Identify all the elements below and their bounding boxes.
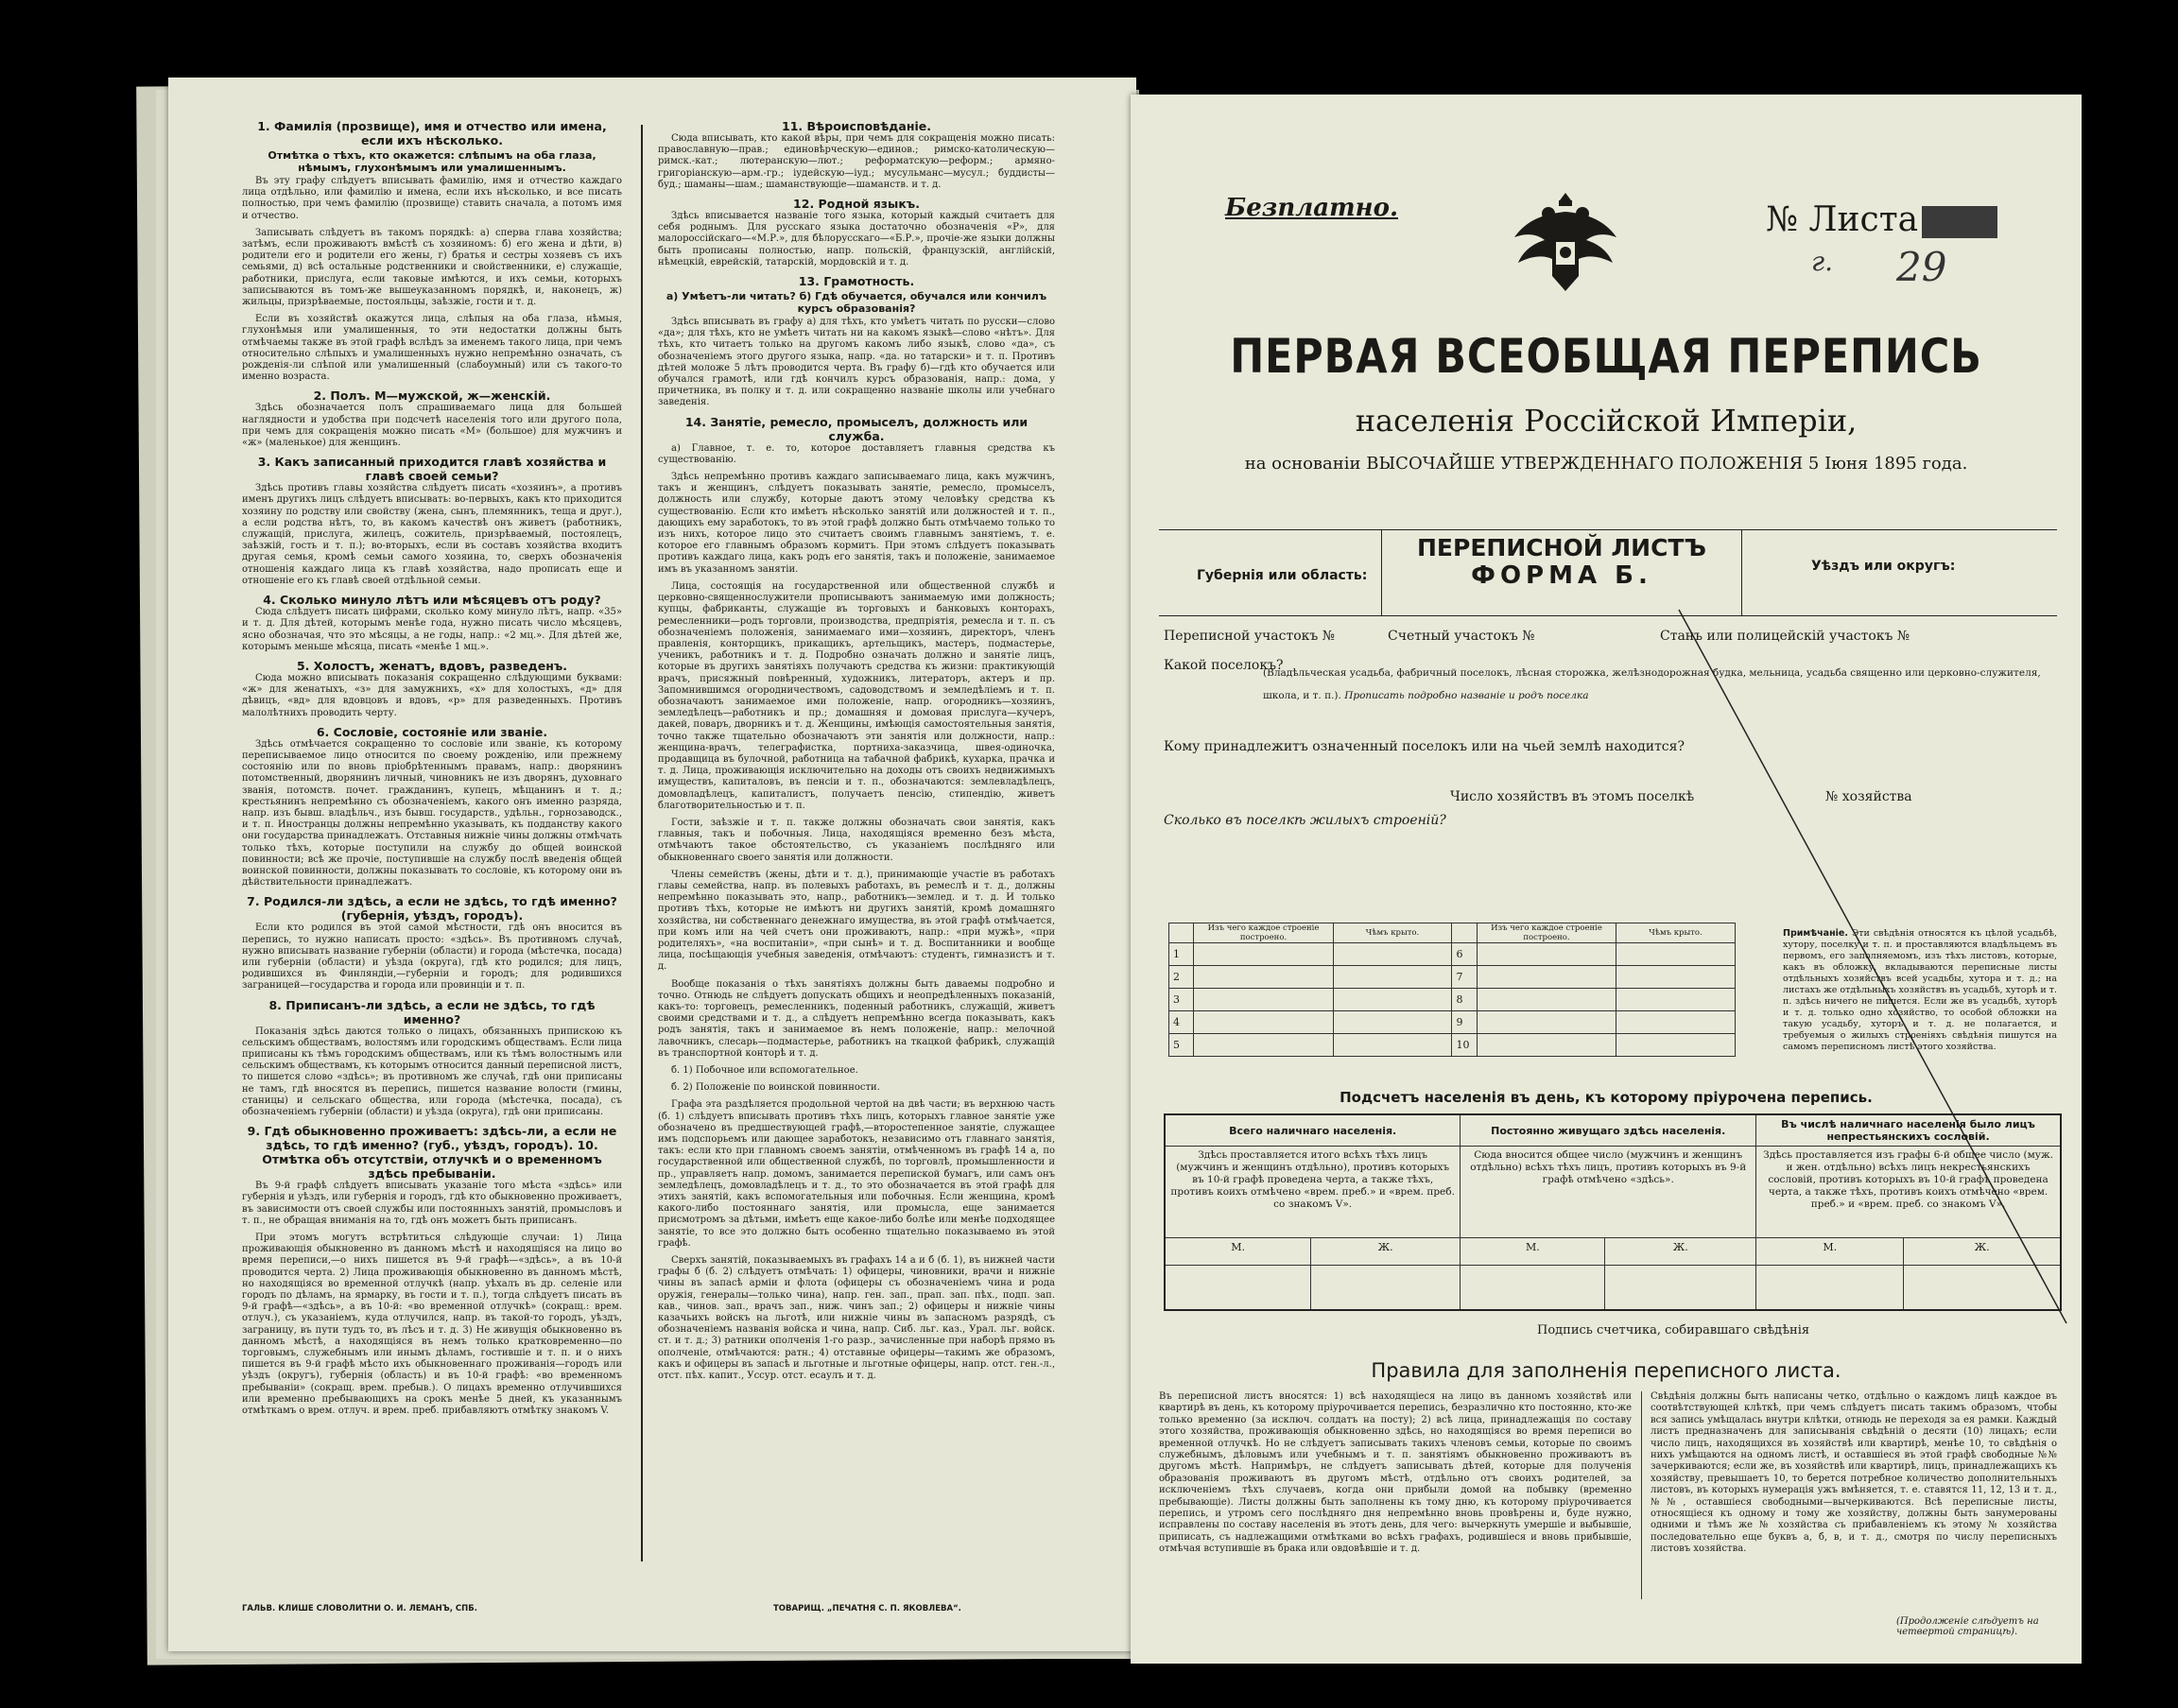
section-heading: 1. Фамилія (прозвище), имя и отчество или имена, если ихъ нѣсколько.	[257, 119, 607, 147]
section-paragraph: Здѣсь противъ главы хозяйства слѣдуетъ писать «хозяинъ», а противъ именъ другихъ лицъ слѣдуетъ вписывать: во-первыхъ, какъ кто приходится хозяину по родству или свойству (жена, сынъ, племянникъ, теща и друг.), а если родства нѣтъ, то, въ какомъ качествѣ онъ живетъ (работникъ, служащій, прислуга, жилецъ, сожитель, призрѣваемый, постоялецъ, заѣзжій, гость и т. п.); во-вторыхъ, если въ составъ хозяйства входитъ другая семья, кромѣ семьи самого хозяина, то, сверхъ обозначенія отношенія каждаго лица къ главѣ хозяйства, надо прописать еще и отношеніе его къ главѣ своей отдѣльной семьи.	[242, 483, 622, 586]
section-paragraph: Сверхъ занятій, показываемыхъ въ графахъ 14 а и б (б. 1), въ нижней части графы б (б. 2) слѣдуетъ отмѣчать: 1) офицеры, чиновники, врачи и нижніе чины въ запасѣ арміи и флота (офицеры съ обозначеніемъ чина и рода оружія, генералы—только чина), напр. ген. зап., прап. зап. пѣх., подп. зап. кав., чинов. зап., врачъ зап., ниж. чинъ зап.; 2) офицеры и нижніе чины казачьихъ войскъ на льготѣ, или нижніе чины въ запасномъ разрядѣ, съ обозначеніемъ названія войска и чина, напр. Сиб. льг. каз., Урал. льг. войск. ст. и т. д.; 3) ратники ополченія 1-го разр., зачисленные при наборѣ прямо въ ополченіе, отмѣчаются: ратн.; 4) отставные офицеры—такимъ же образомъ, какъ и офицеры въ запасѣ и льготные и льготные офицеры, напр. отст. ген.-л., отст. пѣх. капит., Уссур. отст. есаулъ и т. д.	[658, 1255, 1055, 1382]
stan-field: Станъ или полицейскій участокъ №	[1660, 629, 1910, 644]
row-number: 7	[1452, 966, 1477, 989]
handwritten-sheet-number: 29	[1896, 244, 1947, 290]
rules-title: Правила для заполненія переписного листа.	[1371, 1359, 1841, 1382]
continued-note: (Продолженіе слѣдуетъ на четвертой страницѣ).	[1896, 1616, 2039, 1637]
census-form-page	[1131, 95, 2082, 1664]
section-paragraph: Лица, состоящія на государственной или общественной службѣ и церковно-священнослужители прописываютъ занимаемую ими должность; купцы, фабриканты, служащіе въ торговыхъ и банковыхъ конторахъ, ремесленники—родъ торговли, производства, предпріятія, ремесла и т. п. съ обозначеніемъ положенія, занимаемаго ими—хозяинъ, директоръ, членъ правленія, конторщикъ, прикащикъ, артельщикъ, мастеръ, подмастерье, ученикъ, работникъ и т. д. Подробно означать должно и занятіе лицъ, которые въ другихъ занятіяхъ получаютъ средства къ жизни: практикующій врачъ, присяжный повѣренный, художникъ, литераторъ, актеръ и пр. Запомнившимся огородничествомъ, садоводствомъ и земледѣліемъ и т. п. обозначаютъ занимаемое ими положеніе, напр. огородникъ—хозяинъ, земледѣлецъ—работникъ и пр.; домашняя и домовая прислуга—кучеръ, дакей, поваръ, дворникъ и т. д. Женщины, имѣющія самостоятельныя занятія, точно также тщательно обозначаютъ эти занятія или должности, напр.: женщина-врачъ, телеграфистка, портниха-заказчица, швея-одиночка, продавщица въ булочной, работница на табачной фабрикѣ, кухарка, прачка и т. д. Лица, проживающія исключительно на доходы отъ своихъ недвижимыхъ имуществъ, капиталовъ, въ пенсіи и т. п., обозначаются: землевладѣлецъ, домовладѣлецъ, капиталистъ, получаетъ пенсію, стипендію, живетъ благотворительностью и т. п.	[658, 580, 1055, 811]
section-heading: 11. Вѣроисповѣданіе.	[782, 119, 931, 133]
section-heading: 5. Холостъ, женатъ, вдовъ, разведенъ.	[296, 658, 568, 673]
section-paragraph: Вообще показанія о тѣхъ занятіяхъ должны быть даваемы подробно и точно. Отнюдь не слѣдуетъ допускать общихъ и неопредѣленныхъ показаній, какъ-то: торговецъ, ремесленникъ, поденный работникъ, служащій, живетъ своими средствами и т. д., а слѣдуетъ непремѣнно всегда показывать, какъ родъ занятія, такъ и занимаемое въ немъ положеніе, напр.: мелочной лавочникъ, слесарь—подмастерье, работникъ на ткацкой фабрикѣ, служащій въ транспортной конторѣ и т. д.	[658, 978, 1055, 1059]
guberniya-field: Губернія или область:	[1197, 568, 1368, 583]
row-number: 1	[1169, 943, 1194, 966]
ct-head-nonpeasant: Въ числѣ наличнаго населенія было лицъ непрестьянскихъ сословій.	[1756, 1114, 2061, 1147]
sheet-number-label: № Листа	[1766, 200, 1919, 239]
section-paragraph: Сюда можно вписывать показанія сокращенно слѣдующими буквами: «ж» для женатыхъ, «з» для замужнихъ, «х» для холостыхъ, «д» для дѣвицъ, «вд» для вдовцовъ и вдовъ, «р» для разведенныхъ. Противъ малолѣтнихъ проводить черту.	[242, 672, 622, 718]
printer-credit-left: ГАЛЬВ. КЛИШЕ СЛОВОЛИТНИ О. И. ЛЕМАНЪ, СПБ.	[242, 1604, 477, 1613]
column-divider	[641, 125, 643, 1561]
row-number: 4	[1169, 1011, 1194, 1034]
section-paragraph: Члены семействъ (жены, дѣти и т. д.), принимающіе участіе въ работахъ главы семейства, напр. въ полевыхъ работахъ, въ ремеслѣ и т. д., должны непремѣнно показывать это, напр., работникъ—землед. и т. д. И только противъ тѣхъ, которые не имѣютъ ни другихъ занятій, кромѣ домашняго хозяйства, ни собственнаго денежнаго имущества, въ этой графѣ отмѣчается, при комъ или на чей счетъ они проживаютъ, напр.: «при мужѣ», «при родителяхъ», «на воспитаніи», «при сынѣ» и т. д. Воспитанники и вообще лица, посѣщающія учебныя заведенія, отмѣчаютъ: студентъ, гимназистъ и т. д.	[658, 869, 1055, 973]
bt-col-material: Изъ чего каждое строеніе построено.	[1477, 923, 1616, 943]
section-paragraph: Гости, заѣзжіе и т. п. также должны обозначать свои занятія, какъ главныя, такъ и побочныя. Лица, находящіяся временно безъ мѣста, отмѣчаютъ такое обстоятельство, съ указаніемъ послѣдняго или обыкновеннаго своего занятія или должности.	[658, 817, 1055, 863]
form-title: ПЕРЕПИСНОЙ ЛИСТЪ	[1417, 534, 1706, 561]
household-number-field: № хозяйства	[1825, 789, 1912, 804]
households-field: Число хозяйствъ въ этомъ поселкѣ	[1450, 789, 1695, 804]
row-number: 6	[1452, 943, 1477, 966]
instructions-page	[168, 78, 1136, 1651]
ct-desc-resident: Сюда вносится общее число (мужчинъ и женщинъ отдѣльно) всѣхъ тѣхъ лицъ, противъ которыхъ въ 9-й графѣ отмѣчено «здѣсь».	[1461, 1147, 1756, 1238]
instructions-column-left	[242, 119, 622, 1423]
ct-male: М.	[1165, 1238, 1311, 1266]
handwritten-letter: г.	[1811, 246, 1834, 277]
bt-col-roof: Чѣмъ крыто.	[1333, 923, 1452, 943]
rules-text-right: Свѣдѣнія должны быть написаны четко, отдѣльно о каждомъ лицѣ каждое въ соотвѣтствующей клѣткѣ, при чемъ слѣдуетъ писать такимъ образомъ, чтобы вся запись умѣщалась внутри клѣтки, отнюдь не переходя за ея рамки. Каждый листъ предназначенъ для записыванія свѣдѣній о десяти (10) лицахъ; если число лицъ, находящихся въ хозяйствѣ или квартирѣ, менѣе 10, то свѣдѣнія о нихъ умѣщаются на одномъ листѣ, и оставшіеся въ этой графѣ свободные №№ зачеркиваются; если же, въ хозяйствѣ или квартирѣ, лицъ, принадлежащихъ къ хозяйству, превышаетъ 10, то берется потребное количество дополнительныхъ листовъ, въ которыхъ нумерація ужъ вмѣняется, т. е. ставятся 11, 12, 13 и т. д., №№, оставшіеся свободными—вычеркиваются. Всѣ переписные листы, относящіеся къ одному и тому же хозяйству, должны быть занумерованы одними и тѣмъ же № хозяйства съ прибавленіемъ къ этому № хозяйства последовательно еще буквъ а, б, в, и т. д., смотря по числу переписныхъ листовъ хозяйства.	[1651, 1391, 2057, 1555]
form-type: ФОРМА Б.	[1471, 561, 1652, 590]
rules-text-left: Въ переписной листъ вносятся: 1) всѣ находящіеся на лицо въ данномъ хозяйствѣ или квартирѣ въ день, къ которому пріурочивается перепись, безразлично кто постоянно, кто-же только временно (за исключ. солдатъ на посту); 2) всѣ лица, принадлежащія по составу этого хозяйства, проживающія обыкновенно здѣсь, но находящіяся во время переписи во временной отлучкѣ. Но не слѣдуетъ записывать такихъ членовъ семьи, которые по своимъ служебнымъ, дѣловымъ или учебнымъ и т. п. занятіямъ обыкновенно проживаютъ въ другомъ мѣстѣ. Напримѣръ, не слѣдуетъ записывать дѣтей, которые для полученія образованія проживаютъ въ другомъ мѣстѣ, отдѣльно отъ своихъ родителей, за исключеніемъ тѣхъ случаевъ, когда они прибыли домой на побывку (временно пребывающіе). Листы должны быть заполнены къ тому дню, къ которому пріурочивается перепись, и утромъ сего послѣдняго дня непремѣнно вновь провѣрены и, буде нужно, исправлены по составу населенія въ этотъ день, для чего: вычеркнуть умершіе и выбывшіе, приписать, съ надлежащими отмѣтками во всѣхъ графахъ, родившіеся и вновь прибывшіе, отмѣчая вступившіе въ брака или овдовѣвшіе и т. д.	[1159, 1391, 1632, 1555]
ct-female: Ж.	[1904, 1238, 2061, 1266]
section-paragraph: Здѣсь вписывается названіе того языка, который каждый считаетъ для себя роднымъ. Для русскаго языка достаточно обозначенія «Р», для малороссійскаго—«М.Р.», для бѣлорусскаго—«Б.Р.», прочіе-же языки должны быть прописаны полностью, напр. польскій, французскій, англійскій, нѣмецкій, еврейскій, татарскій, мордовскій и т. д.	[658, 211, 1055, 267]
section-paragraph: Записывать слѣдуетъ въ такомъ порядкѣ: а) сперва глава хозяйства; затѣмъ, если проживаютъ вмѣстѣ съ хозяиномъ: б) его жена и дѣти, в) родители его и родители его жены, г) братья и сестры хозяевъ съ ихъ семьями, д) всѣ остальные родственники и свойственники, е) служащіе, работники, прислуга, если таковые имѣются, и ихъ семьи, которыхъ записываются въ томъ-же вышеуказанномъ порядкѣ, и, наконецъ, ж) жильцы, призрѣваемые, постояльцы, заѣзжіе, гости и т. д.	[242, 227, 622, 308]
enumerator-signature: Подпись счетчика, собиравшаго свѣдѣнія	[1537, 1323, 1810, 1337]
section-heading: 6. Сословіе, состояніе или званіе.	[316, 724, 548, 739]
uezd-field: Уѣздъ или округъ:	[1811, 559, 1956, 574]
section-paragraph: Если кто родился въ этой самой мѣстности, гдѣ онъ вносится въ перепись, то нужно написать просто: «здѣсь». Въ противномъ случаѣ, нужно вписывать название губерніи (области) и города (мѣстечка, посада) или губерніи (области) и уѣзда (округа), гдѣ кто родился; для лицъ, родившихся въ Финляндіи,—губерніи и городъ; для родившихся заграницей—государства и города или провинціи и т. п.	[242, 923, 622, 992]
section-heading: 12. Родной языкъ.	[793, 197, 920, 212]
row-number: 8	[1452, 989, 1477, 1011]
section-paragraph: Если въ хозяйствѣ окажутся лица, слѣпыя на оба глаза, нѣмыя, глухонѣмыя или умалишенныя, то эти недостатки должны быть отмѣчаемы также въ этой графѣ вслѣдъ за именемъ такого лица, при чемъ относительно слѣпыхъ и умалишенныхъ нужно непремѣнно означать, съ рожденія-ли слѣпой или умалишенный (слабоумный) или съ такого-то именно возраста.	[242, 314, 622, 383]
page-subtitle: населенія Россійской Имперіи,	[1355, 403, 1858, 439]
bt-col-material: Изъ чего каждое строеніе построено.	[1194, 923, 1333, 943]
row-number: 5	[1169, 1034, 1194, 1057]
row-number: 9	[1452, 1011, 1477, 1034]
ct-male: М.	[1756, 1238, 1904, 1266]
free-of-charge-label: Безплатно.	[1225, 194, 1398, 222]
section-paragraph: Сюда вписывать, кто какой вѣры, при чемъ для сокращенія можно писать: православную—прав.; единовѣрческую—единов.; римско-католическую—римск.-кат.; лютеранскую—лют.; реформатскую—реформ.; армяно-григоріанскую—арм.-гр.; іудейскую—іуд.; мусульманс—мусул.; буддисты—буд.; шаманы—шам.; шаманствующіе—шаманств. и т. д.	[658, 133, 1055, 190]
ct-female: Ж.	[1311, 1238, 1461, 1266]
section-paragraph: Графа эта раздѣляется продольной чертой на двѣ части; въ верхнюю часть (б. 1) слѣдуетъ вписывать противъ тѣхъ лицъ, которыхъ главное занятіе уже обозначено въ предшествующей графѣ,—второстепенное занятіе, служащее имъ подспорьемъ или дающее заработокъ, независимо отъ главнаго занятія, такъ: если кто при главномъ своемъ занятіи, отмѣченномъ въ графѣ 14 а, по государственной или общественной службѣ, по торговлѣ, промышленности и пр., управляетъ напр. домомъ, занимается перепиской бумагъ, или самъ онъ земледѣлецъ, домовладѣлецъ и т. д., то это обозначается въ этой графѣ для этихъ занятій, какъ вспомогательныя или побочныя. Если женщина, кромѣ какого-либо постояннаго занятія, или промысла, еще занимается присмотромъ за дѣтьми, имѣетъ еще какое-либо болѣе или менѣе подходящее занятіе, то все это должно быть особенно тщательно показываемо въ этой графѣ.	[658, 1099, 1055, 1249]
instructions-column-right	[658, 119, 1055, 1388]
row-number: 2	[1169, 966, 1194, 989]
ct-head-present: Всего наличнаго населенія.	[1165, 1114, 1461, 1147]
note-text: Эти свѣдѣнія относятся къ цѣлой усадьбѣ, хутору, поселку и т. п. и проставляются владѣльцемъ въ первомъ, его заполняемомъ, изъ тѣхъ листовъ, которые, какъ въ обложку, вкладываются переписные листы отдѣльныхъ хозяйствъ всей усадьбы, хутора и т. д.; на листахъ же отдѣльныхъ хозяйствъ въ усадьбѣ, хуторѣ и т. п. здѣсь ничего не пишется. Если же въ усадьбѣ, хуторѣ и т. д. только одно хозяйство, то особой обложки на такую усадьбу, хуторъ и т. д. не полагается, и требуемыя о жилыхъ строеніяхъ свѣдѣнія пишутся на самомъ переписномъ листѣ этого хозяйства.	[1783, 928, 2057, 1052]
ct-head-resident: Постоянно живущаго здѣсь населенія.	[1461, 1114, 1756, 1147]
section-paragraph: Здѣсь вписывать въ графу а) для тѣхъ, кто умѣетъ читать по русски—слово «да»; для тѣхъ, кто не умѣетъ читать ни на какомъ языкѣ—слово «нѣтъ». Для тѣхъ, кто читаетъ только на другомъ какомъ либо языкѣ, слово «да», съ обозначеніемъ этого другого языка, напр. «да. но татарски» и т. п. Противъ дѣтей моложе 5 лѣтъ проводится черта. Въ графу б)—гдѣ кто обучается или обучался грамотѣ, или гдѣ кончилъ курсъ образованія, напр.: дома, у причетника, въ полку и т. д. или сокращенно названіе школы или учебнаго заведенія.	[658, 317, 1055, 408]
settlement-hint-text: (Владѣльческая усадьба, фабричный поселокъ, лѣсная сторожка, желѣзнодорожная будка, мельница, усадьба священно или церковно-служителя, школа, и т. п.).	[1263, 667, 2041, 701]
section-paragraph: Въ эту графу слѣдуетъ вписывать фамилію, имя и отчество каждаго лица отдѣльно, или фамилію и имена, если ихъ нѣсколько, и все писать полностью, при чемъ фамилію (прозвище) ставить сначала, а потомъ имя и отчество.	[242, 176, 622, 221]
row-number: 10	[1452, 1034, 1477, 1057]
section-heading: 7. Родился-ли здѣсь, а если не здѣсь, то гдѣ именно? (губернія, уѣздъ, городъ).	[247, 894, 617, 923]
population-count-title: Подсчетъ населенія въ день, къ которому пріурочена перепись.	[1340, 1089, 1873, 1106]
section-heading: 14. Занятіе, ремесло, промыселъ, должность или служба.	[684, 414, 1028, 443]
counting-district-field: Счетный участокъ №	[1388, 629, 1535, 644]
section-paragraph: Здѣсь отмѣчается сокращенно то сословіе или званіе, къ которому переписываемое лицо относится по своему рожденію, или прежнему состоянію или по вновь пріобрѣтеннымъ правамъ, напр.: дворянинъ потомственный, дворянинъ личный, чиновникъ не изъ дворянъ, духовнаго званія, потомств. почет. гражданинъ, купецъ, мѣщанинъ и т. д.; крестьянинъ непремѣнно съ обозначеніемъ, какого онъ именно разряда, напр. изъ бывш. владѣльч., изъ бывш. государств., удѣльн., горнозаводск., и т. п. Иностранцы должны непремѣнно указывать, къ подданству какого они государства принадлежатъ. Отставныя нижніе чины должны отмѣчать только тѣхъ, которые поступили на службу до общей воинской повинности; всѣ же прочіе, поступившіе на службу послѣ введенія общей воинской повинности, должны показывать то сословіе, къ которому они въ дѣйствительности принадлежатъ.	[242, 738, 622, 889]
section-paragraph: При этомъ могутъ встрѣтиться слѣдующіе случаи: 1) Лица проживающія обыкновенно въ данномъ мѣстѣ и находящіяся на лицо во время переписи,—о нихъ пишется въ 9-й графѣ—«здѣсь», а въ 10-й проводится черта. 2) Лица проживающія обыкновенно въ данномъ мѣстѣ, но находящіяся во временной отлучкѣ (напр. уѣхалъ въ др. селеніе или городъ по дѣламъ, на ярмарку, въ гости и т. п.), тогда слѣдуетъ писать въ 9-й графѣ—«здѣсь», а въ 10-й: «во временной отлучкѣ» (сокращ.: врем. отлуч.), съ указаніемъ, куда отлучился, напр. въ такой-то городъ, уѣздъ, заграницу, въ пути тудъ то, въ лѣсъ и т. д. 3) Не живущія обыкновенно въ данномъ мѣстѣ, а находящіяся въ немъ только кратковременно—по торговымъ, служебнымъ или инымъ дѣламъ, гостившіе и т. п. и о нихъ пишется въ 9-й графѣ мѣсто ихъ обыкновеннаго проживанія—городъ или уѣздъ (округъ), губернія (область) и въ 10-й графѣ: «во временномъ пребываніи» (сокращ. врем. пребыв.). О лицахъ временно отлучившихся или временно пребывающихъ на срокъ менѣе 5 дней, къ указаннымъ отмѣткамъ о врем. отлуч. и врем. преб. прибавляютъ отмѣтку знакомъ V.	[242, 1233, 622, 1417]
settlement-question: Какой поселокъ?	[1164, 658, 1284, 673]
section-paragraph: Сюда слѣдуетъ писать цифрами, сколько кому минуло лѣтъ, напр. «35» и т. д. Для дѣтей, которымъ менѣе года, нужно писать число мѣсяцевъ, ясно обозначая, что это мѣсяцы, а не годы, напр.: «2 мц.». Для дѣтей же, которымъ меньше мѣсяца, писать «менѣе 1 мц.».	[242, 607, 622, 652]
section-paragraph: Здѣсь непремѣнно противъ каждаго записываемаго лица, какъ мужчинъ, такъ и женщинъ, слѣдуетъ показывать занятіе, ремесло, промыселъ, должность или службу, которые даютъ этому человѣку средства къ существованію. Если кто имѣетъ нѣсколько занятій или должностей и т. п., дающихъ ему заработокъ, то въ этой графѣ должно быть отмѣчаемо только то изъ нихъ, которое лицо это считаетъ своимъ главнымъ занятіемъ, т. е. которое его главнымъ образомъ кормитъ. При этомъ слѣдуетъ показывать противъ каждаго лица, какъ родъ его занятія, такъ и положеніе, занимаемое имъ въ указанномъ занятіи.	[658, 472, 1055, 575]
legal-basis: на основаніи ВЫСОЧАЙШЕ УТВЕРЖДЕННАГО ПОЛОЖЕНІЯ 5 Іюня 1895 года.	[1244, 454, 1968, 474]
cancel-diagonal-line	[1131, 95, 2082, 1664]
owner-question: Кому принадлежитъ означенный поселокъ или на чьей землѣ находится?	[1164, 739, 1685, 754]
page-title: ПЕРВАЯ ВСЕОБЩАЯ ПЕРЕПИСЬ	[1230, 329, 1982, 384]
buildings-question: Сколько въ поселкѣ жилыхъ строеній?	[1164, 813, 1446, 828]
section-heading: 13. Грамотность.	[798, 274, 915, 289]
ct-male: М.	[1461, 1238, 1605, 1266]
section-heading: 9. Гдѣ обыкновенно проживаетъ: здѣсь-ли, а если не здѣсь, то гдѣ именно? (губ., уѣздъ, городъ). 10. Отмѣтка объ отсутствіи, отлучкѣ и о временномъ здѣсь пребываніи.	[247, 1124, 617, 1182]
section-paragraph: Показанія здѣсь даются только о лицахъ, обязанныхъ припискою къ сельскимъ обществамъ, волостямъ или городскимъ обществамъ. Если лица приписаны къ тѣмъ городскимъ обществамъ, или къ тѣмъ волостнымъ или сельскимъ обществамъ, къ которымъ относится данный переписной листъ, то пишется слово «здѣсь»; въ противномъ же случаѣ, гдѣ они приписаны не тамъ, гдѣ вносятся въ перепись, пишется название волости (гмины, станицы) и сельскаго общества, или города (мѣстечка, посада), съ обозначеніемъ губерніи (области) и уѣзда (округа), гдѣ они приписаны.	[242, 1026, 622, 1117]
section-paragraph: Здѣсь обозначается полъ спрашиваемаго лица для большей наглядности и удобства при подсчетѣ населенія того или другого пола, при чемъ для сокращенія можно писать «М» (большое) для мужчинъ и «ж» (маленькое) для женщинъ.	[242, 403, 622, 449]
ct-desc-nonpeasant: Здѣсь проставляется изъ графы 6-й общее число (муж. и жен. отдѣльно) всѣхъ лицъ некрестьянскихъ сословій, противъ которыхъ въ 10-й графѣ проведена черта, а также тѣхъ, противъ коихъ отмѣчено «врем. преб.» и «врем. преб. со знакомъ V».	[1756, 1147, 2061, 1238]
row-number: 3	[1169, 989, 1194, 1011]
section-heading: 4. Сколько минуло лѣтъ или мѣсяцевъ отъ роду?	[263, 593, 601, 608]
section-subheading: а) Умѣетъ-ли читать? б) Гдѣ обучается, обучался или кончилъ курсъ образованія?	[666, 290, 1047, 316]
section-heading: 8. Приписанъ-ли здѣсь, а если не здѣсь, то гдѣ именно?	[268, 997, 596, 1027]
settlement-hint-italic: Прописать подробно названіе и родъ поселка	[1344, 690, 1589, 701]
ct-desc-present: Здѣсь проставляется итого всѣхъ тѣхъ лицъ (мужчинъ и женщинъ отдѣльно), противъ которыхъ въ 10-й графѣ проведена черта, а также тѣхъ, противъ коихъ отмѣчено «врем. преб.» и «врем. преб. со знакомъ V».	[1165, 1147, 1461, 1238]
census-district-field: Переписной участокъ №	[1164, 629, 1335, 644]
section-paragraph: б. 2) Положеніе по воинской повинности.	[671, 1082, 880, 1094]
section-heading: 2. Полъ. М—мужской, ж—женскій.	[313, 388, 551, 404]
section-heading: 3. Какъ записанный приходится главѣ хозяйства и главѣ своей семьи?	[257, 455, 607, 484]
ct-female: Ж.	[1605, 1238, 1756, 1266]
section-paragraph: а) Главное, т. е. то, которое доставляетъ главныя средства къ существованію.	[658, 442, 1055, 465]
section-subheading: Отмѣтка о тѣхъ, кто окажется: слѣпымъ на оба глаза, нѣмымъ, глухонѣмымъ или умалишеннымъ.	[268, 149, 596, 174]
section-paragraph: Въ 9-й графѣ слѣдуетъ вписывать указаніе того мѣста «здѣсь» или губернія и уѣздъ, или губернія и городъ, гдѣ кто обыкновенно проживаетъ, въ зависимости отъ своей службы или постоянныхъ занятій, промысловъ и т. п., не обращая вниманія на то, гдѣ онъ можетъ быть приписанъ.	[242, 1181, 622, 1226]
note-title: Примѣчаніе.	[1783, 928, 1848, 939]
bt-col-roof: Чѣмъ крыто.	[1616, 923, 1736, 943]
section-paragraph: б. 1) Побочное или вспомогательное.	[671, 1065, 858, 1077]
printer-credit-right: ТОВАРИЩ. „ПЕЧАТНЯ С. П. ЯКОВЛЕВА“.	[773, 1604, 961, 1613]
